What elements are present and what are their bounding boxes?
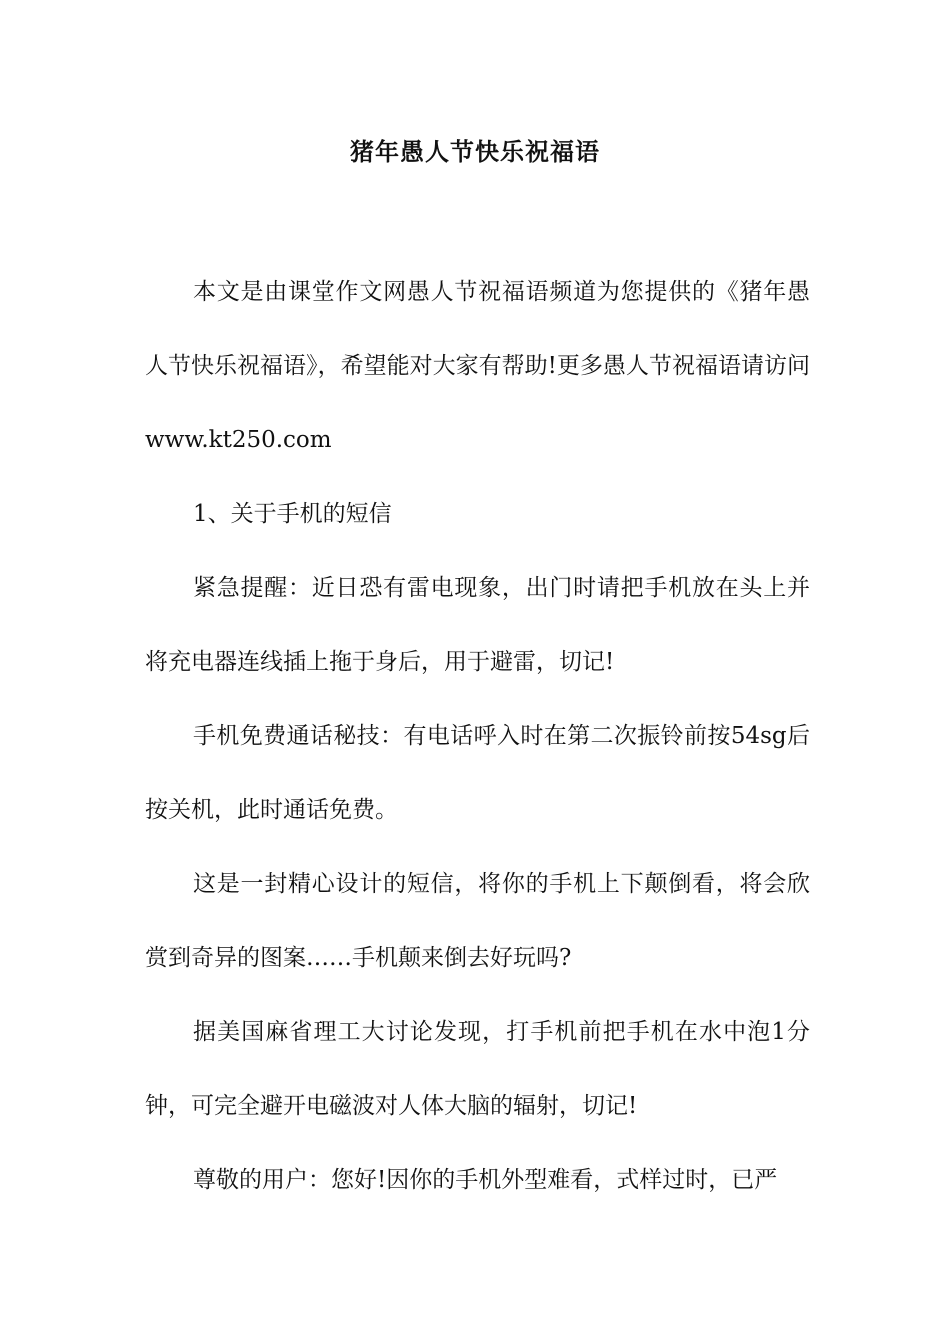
document-body [145,255,810,1217]
paragraph-upside-down: 这是一封精心设计的短信，将你的手机上下颠倒看，将会欣赏到奇异的图案……手机颠来倒去好玩吗? [145,871,810,971]
paragraph-dear-user: 尊敬的用户：您好!因你的手机外型难看，式样过时，已严 [193,1167,778,1193]
document-title: 猪年愚人节快乐祝福语 [350,137,600,166]
paragraph-lightning-warning: 紧急提醒：近日恐有雷电现象，出门时请把手机放在头上并将充电器连线插上拖于身后，用于避雷，切记! [145,575,810,675]
paragraph-section-heading: 1、关于手机的短信 [193,501,392,527]
paragraph-intro: 本文是由课堂作文网愚人节祝福语频道为您提供的《猪年愚人节快乐祝福语》，希望能对大家有帮助!更多愚人节祝福语请访问www.kt250.com [145,279,810,453]
paragraph-water-soak: 据美国麻省理工大讨论发现，打手机前把手机在水中泡1分钟，可完全避开电磁波对人体大脑的辐射，切记! [145,1019,810,1119]
paragraph-free-call-trick: 手机免费通话秘技：有电话呼入时在第二次振铃前按54sg后按关机，此时通话免费。 [145,723,810,823]
